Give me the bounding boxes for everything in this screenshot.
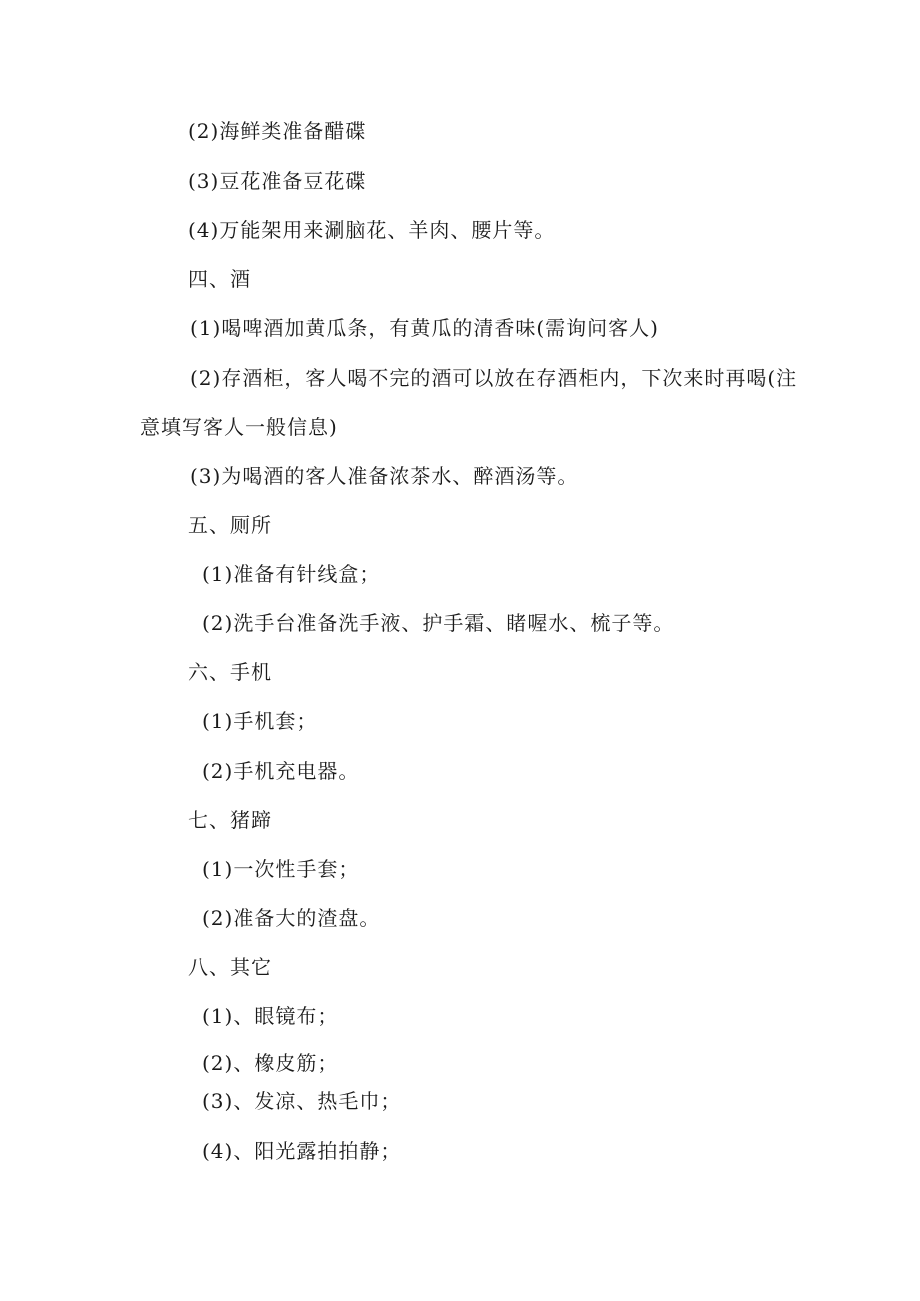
text-line-wine-cabinet-cont: 意填写客人一般信息) bbox=[140, 415, 338, 439]
section-heading-other: 八、其它 bbox=[188, 955, 272, 979]
text-line-rubber-band: (2)、橡皮筋； bbox=[202, 1051, 339, 1075]
text-line-phone-charger: (2)手机充电器。 bbox=[202, 759, 360, 783]
text-line-tofu-dish: (3)豆花准备豆花碟 bbox=[188, 169, 367, 193]
text-line-beer: (1)喝啤酒加黄瓜条，有黄瓜的清香味(需询问客人) bbox=[190, 316, 659, 340]
text-line-phone-cover: (1)手机套； bbox=[202, 709, 318, 733]
text-line-tea-soup: (3)为喝酒的客人准备浓茶水、醉酒汤等。 bbox=[190, 464, 579, 488]
text-line-universal-rack: (4)万能架用来涮脑花、羊肉、腰片等。 bbox=[188, 218, 556, 242]
text-line-gloves: (1)一次性手套； bbox=[202, 857, 360, 881]
section-heading-phone: 六、手机 bbox=[188, 660, 272, 684]
text-line-sunscreen: (4)、阳光露拍拍静； bbox=[202, 1139, 402, 1163]
text-line-glasses-cloth: (1)、眼镜布； bbox=[202, 1004, 339, 1028]
section-heading-wine: 四、酒 bbox=[188, 267, 251, 291]
text-line-wine-cabinet: (2)存酒柜，客人喝不完的酒可以放在存酒柜内，下次来时再喝(注 bbox=[190, 366, 798, 390]
section-heading-restroom: 五、厕所 bbox=[188, 513, 272, 537]
text-line-sewing-box: (1)准备有针线盒； bbox=[202, 562, 381, 586]
text-line-seafood-dish: (2)海鲜类准备醋碟 bbox=[188, 119, 367, 143]
text-line-washstand: (2)洗手台准备洗手液、护手霜、睹喔水、梳子等。 bbox=[202, 611, 675, 635]
section-heading-pig-trotter: 七、猪蹄 bbox=[188, 808, 272, 832]
text-line-towels: (3)、发凉、热毛巾； bbox=[202, 1089, 402, 1113]
text-line-scrap-plate: (2)准备大的渣盘。 bbox=[202, 906, 381, 930]
